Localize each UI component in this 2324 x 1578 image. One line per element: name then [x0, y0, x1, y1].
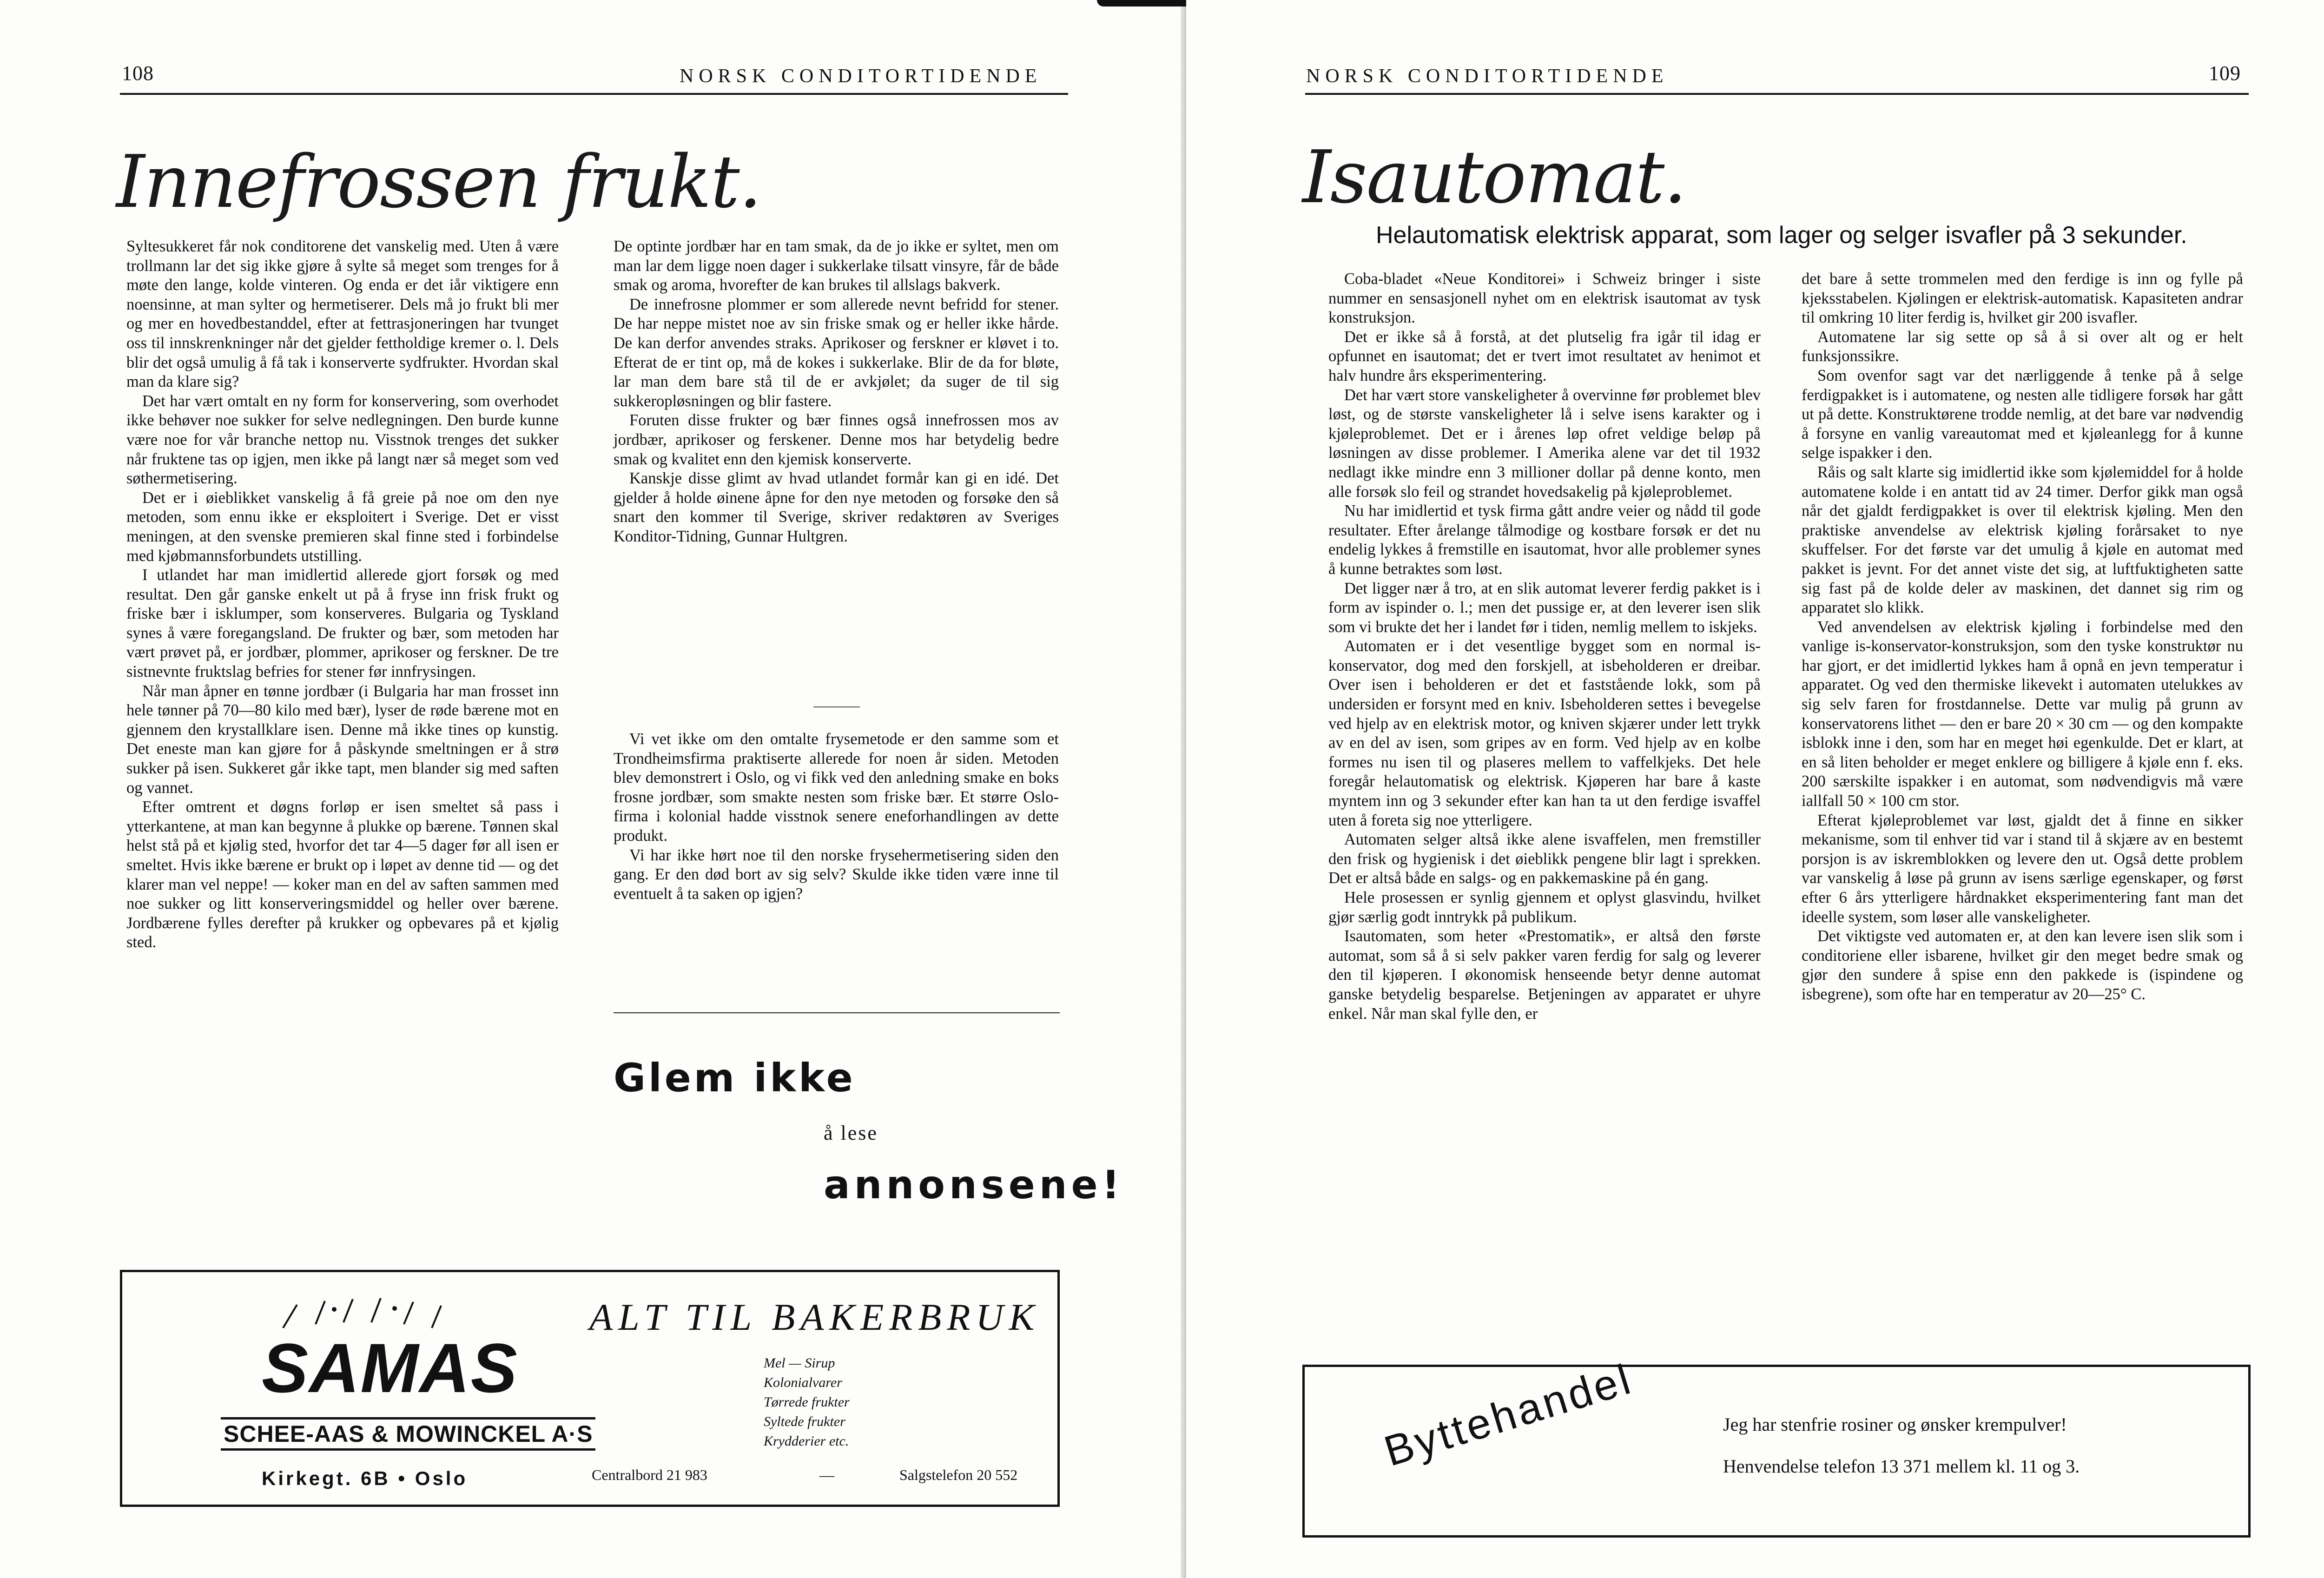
paragraph: Efter omtrent et døgns forløp er isen smeltet så pass i ytterkantene, at man kan begynne å plukke op bærene. Tønnen skal helst stå på et kjølig sted, hvorfor det tar 4—5 dager før all isen er smeltet. Hvis ikke bærene er brukt op i løpet av denne tid — og det klarer man vel neppe! — koker man en del av saften sammen med noe sukker og litt konserveringsmiddel og heller over bærene. Jordbærene fylles derefter på krukker og opbevares på et kjølig sted.	[126, 798, 559, 951]
paragraph: Det er i øieblikket vanskelig å få greie på noe om den nye metoden, som ennu ikke er eksploitert i Sverige. Det er visst meningen, at den svenske premieren skal finne sted i forbindelse med kjøbmannsforbundets utstilling.	[126, 489, 559, 565]
paragraph: Når man åpner en tønne jordbær (i Bulgaria har man frosset inn hele tønner på 70—80 kilo med bær), lyser de røde bærene mot en gjennem den krystallklare isen. Denne må ikke tines op kunstig. Det eneste man kan gjøre for å påskynde smeltningen er å strø sukker på isen. Sukkeret går ikke tapt, men blander sig med saften og vannet.	[126, 682, 559, 797]
phone-central: Centralbord 21 983	[592, 1466, 707, 1483]
paragraph: Automaten er i det vesentlige bygget som en normal is-konservator, dog med den forskjell, at isbeholderen er dreibar. Over isen i beholderen er det et faststående lokk, som på undersiden er forsynt med en kniv. Isbeholderen settes i bevegelse ved hjelp av en elektrisk motor, og kniven skjærer under lett trykk av en del av isen, som gripes av en form. Ved hjelp av en kolbe formes nu isen til og plaseres mellem to vaffelkjeks. Det hele foregår helautomatisk og elektrisk. Kjøperen har bare å kaste myntem inn og 3 sekunder efter kan han ta ut den ferdige isvaffel uten å foreta sig noe ytterligere.	[1328, 637, 1761, 829]
paragraph: Det ligger nær å tro, at en slik automat leverer ferdig pakket is i form av ispinder o. l.; men det pussige er, at den leverer isen slik som vi brukte det her i landet før i tiden, nemlig mellem to iskjeks.	[1328, 579, 1761, 636]
article-subtitle: Helautomatisk elektrisk apparat, som lager og selger isvafler på 3 sekunder.	[1376, 222, 2187, 249]
paragraph: Det er ikke så å forstå, at det plutselig fra igår til idag er opfunnet en isautomat; det er tvert imot resultatet av henimot et halv hundre års eksperimentering.	[1328, 328, 1761, 384]
running-header: NORSK CONDITORTIDENDE	[1306, 66, 1669, 87]
editor-note	[614, 730, 1059, 904]
ad-line-1: Glem ikke	[614, 1055, 856, 1101]
firm-name: SCHEE-AAS & MOWINCKEL A·S	[221, 1417, 595, 1451]
ad-line-2: å lese	[824, 1122, 878, 1144]
product-item: Syltede frukter	[764, 1414, 845, 1429]
section-separator	[813, 706, 860, 707]
article-title: Innefrossen frukt.	[116, 139, 761, 224]
ad-headline: ALT TIL BAKERBRUK	[589, 1296, 1040, 1338]
paragraph: Råis og salt klarte sig imidlertid ikke som kjølemiddel for å holde automatene kolde i en antatt tid av 24 timer. Derfor gikk man også når det gjaldt ferdigpakket is over til elektrisk kjøling. Men den praktiske anvendelse av elektrisk kjøling forårsaket to nye skuffelser. For det første var det umulig å kjøle en automat med pakket is jevnt. For det annet viste det sig, at luftfuktigheten satte sig fast på de kolde deler av maskinen, det dannet sig rim og apparatet slo klikk.	[1802, 463, 2243, 617]
product-item: Tørrede frukter	[764, 1394, 850, 1410]
paragraph: Isautomaten, som heter «Prestomatik», er altså den første automat, som så å si selv pakker varen ferdig for salg og leverer den til kjøperen. I økonomisk henseende betyr denne automat ganske betydelig besparelse. Betjeningen av apparatet er uhyre enkel. Når man skal fylle den, er	[1328, 927, 1761, 1023]
paragraph: Automaten selger altså ikke alene isvaffelen, men fremstiller den frisk og hygienisk i det øieblikk pengene blir lagt i sprekken. Det er altså både en salgs- og en pakkemaskine på én gang.	[1328, 831, 1761, 887]
ad-byttehandel	[1302, 1355, 2251, 1538]
paragraph: Nu har imidlertid et tysk firma gått andre veier og nådd til gode resultater. Efter årelange tålmodige og kostbare forsøk er det nu endelig lykkes å fremstille en isautomat, hvor alle problemer synes å kunne betraktes som løst.	[1328, 502, 1761, 578]
paragraph: Automatene lar sig sette op så å si over alt og er helt funksjonssikre.	[1802, 328, 2243, 365]
paragraph: det bare å sette trommelen med den ferdige is inn og fylle på kjeksstabelen. Kjølingen er elektrisk-automatisk. Kapasiteten andrar til omkring 10 liter ferdig is, hvilket gir 200 isvafler.	[1802, 270, 2243, 327]
paragraph: Kanskje disse glimt av hvad utlandet formår kan gi en idé. Det gjelder å holde øinene åpne for den nye metoden og forsøke den så snart den kommer til Sverige, skriver redaktøren av Sveriges Konditor-Tidning, Gunnar Hultgren.	[614, 469, 1059, 545]
ad-line-3: annonsene!	[824, 1162, 1124, 1208]
phone-sales: Salgstelefon 20 552	[899, 1466, 1018, 1483]
paragraph: Foruten disse frukter og bær finnes også innefrossen mos av jordbær, aprikoser og ferskener. Denne mos har betydelig bedre smak og kvalitet enn den kjemisk konserverte.	[614, 411, 1059, 468]
firm-address: Kirkegt. 6B • Oslo	[262, 1467, 468, 1489]
header-rule	[120, 93, 1068, 95]
page-number: 108	[122, 62, 154, 85]
page-number: 109	[2209, 62, 2241, 85]
paragraph: Vi har ikke hørt noe til den norske frysehermetisering siden den gang. Er den død bort av sig selv? Skulde ikke tiden være inne til eventuelt å ta saken op igjen?	[614, 846, 1059, 903]
product-list	[764, 1354, 850, 1451]
header-rule	[1305, 93, 2249, 95]
logo-flourish	[264, 1295, 460, 1333]
paragraph: De optinte jordbær har en tam smak, da de jo ikke er syltet, men om man lar dem ligge noen dager i sukkerlake tilsatt vinsyre, får de både smak og aroma, hvorefter de kan brukes til allslags bakverk.	[614, 238, 1059, 294]
paragraph: Det har vært store vanskeligheter å overvinne før problemet blev løst, og de største vanskeligheter lå i selve isens karakter og i kjøleproblemet. Det er i årenes løp ofret veldige beløp på løsningen av disse problemer. I Amerika alene var det til 1932 nedlagt ikke mindre enn 3 millioner dollar på denne konto, men alle forsøk slo feil og strandet hovedsakelig på kjøleproblemet.	[1328, 386, 1761, 501]
ad-line-1: Jeg har stenfrie rosiner og ønsker krempulver!	[1723, 1414, 2067, 1435]
paragraph: Som ovenfor sagt var det nærliggende å tenke på å selge ferdigpakket is i automatene, og nesten alle tidligere forsøk har gått ut på dette. Konstruktørene trodde nemlig, at det bare var nødvendig å forsyne en vanlig vareautomat med et kjøleanlegg for å kunne selge ispakker i den.	[1802, 366, 2243, 462]
paragraph: Det har vært omtalt en ny form for konservering, som overhodet ikke behøver noe sukker for selve nedlegningen. Den burde kunne være noe for vår branche nettop nu. Visstnok trenges det sukker når fruktene tas op igjen, men ikke på langt nær så meget som ved søthermetisering.	[126, 392, 559, 488]
paragraph: Hele prosessen er synlig gjennem et oplyst glasvindu, hvilket gjør særlig godt inntrykk på publikum.	[1328, 889, 1761, 926]
paragraph: Vi vet ikke om den omtalte frysemetode er den samme som et Trondheimsfirma praktiserte allerede for noen år siden. Metoden blev demonstrert i Oslo, og vi fikk ved den anledning smake en boks frosne jordbær, som smakte nesten som friske bær. Et større Oslo-firma i kolonial hadde visstnok senere eneforhandlingen av dette produkt.	[614, 730, 1059, 845]
product-item: Kolonialvarer	[764, 1375, 842, 1390]
article-column-2	[1802, 270, 2243, 1004]
article-title: Isautomat.	[1302, 135, 1686, 219]
paragraph: I utlandet har man imidlertid allerede gjort forsøk og med resultat. Den går ganske enkelt ut på å fryse inn frisk frukt og friske bær i isklumper, som konserveres. Bulgaria og Tyskland synes å være foregangsland. De frukter og bær, som metoden har vært prøvet på, er jordbær, plommer, aprikoser og ferskner. De tre sistnevnte fruktslag befries for stener før innfrysingen.	[126, 566, 559, 681]
product-item: Krydderier etc.	[764, 1433, 849, 1449]
ad-line-2: Henvendelse telefon 13 371 mellem kl. 11 og 3.	[1723, 1456, 2080, 1477]
paragraph: Efterat kjøleproblemet var løst, gjaldt det å finne en sikker mekanisme, som til enhver tid var i stand til å skjære av en bestemt porsjon is av iskremblokken og levere den ut. Også dette problem var vanskelig å løse på grunn av isens særlige egenskaper, og først efter 6 års ytterligere hårdnakket eksperimentering fant man det ideelle system, som løser alle vanskeligheter.	[1802, 811, 2243, 926]
running-header: NORSK CONDITORTIDENDE	[680, 66, 1042, 87]
ad-title: Byttehandel	[1379, 1355, 1638, 1476]
article-column-1	[1328, 270, 1761, 1023]
article-column-2	[614, 237, 1059, 547]
paragraph: Ved anvendelsen av elektrisk kjøling i forbindelse med den vanlige is-konservator-konstruksjon, som den tyske konstruktør nu har gjort, er det imidlertid lykkes ham å opnå en jevn temperatur i apparatet. Og ved den thermiske likevekt i automaten utelukkes av sig selv faren for frostdannelse. Dette var mulig på grunn av konservatorens lithet — den er bare 20 × 30 cm — og den kompakte isblokk inne i den, som har en meget høi egenkulde. Det er klart, at en så liten beholder er meget enklere og billigere å kjøle enn f. eks. 200 særskilte ispakker i en automat, som nødvendigvis må være iallfall 50 × 100 cm stor.	[1802, 618, 2243, 810]
samas-logo: SAMAS	[262, 1329, 518, 1407]
paragraph: Syltesukkeret får nok conditorene det vanskelig med. Uten å være trollmann lar det sig ikke gjøre å sylte så meget som trenges for å møte den lange, kolde vinteren. Og enda er det iår viktigere enn noensinne, at man sylter og hermetiserer. Dels må jo frukt bli mer og mer en hovedbestanddel, efter at fettrasjoneringen har tvunget oss til innskrenkninger når det gjelder fettholdige kremer o. l. Dels blir det også umulig å få tak i konserverte sydfrukter. Hvordan skal man da klare sig?	[126, 238, 559, 391]
article-column-1	[126, 237, 559, 952]
product-item: Mel — Sirup	[764, 1355, 835, 1371]
right-page	[1186, 0, 2324, 1578]
phone-dash: —	[819, 1466, 834, 1483]
ad-separator	[614, 1012, 1060, 1013]
paragraph: Coba-bladet «Neue Konditorei» i Schweiz bringer i siste nummer en sensasjonell nyhet om en elektrisk isautomat av tysk konstruksjon.	[1328, 270, 1761, 327]
ad-samas	[120, 1270, 1060, 1507]
paragraph: De innefrosne plommer er som allerede nevnt befridd for stener. De har neppe mistet noe av sin friske smak og er heller ikke hårde. De kan derfor anvendes straks. Aprikoser og ferskner er kløvet i to. Efterat de er tint op, må de kokes i sukkerlake. Blir de da for bløte, lar man dem bare stå til de er avkjølet; da suger de til sig sukkeropløsningen og blir fastere.	[614, 295, 1059, 410]
paragraph: Det viktigste ved automaten er, at den kan levere isen slik som i conditoriene eller isbarene, hvilket gir den meget bedre smak og gjør den sundere å spise enn den pakkede is (ispindene og isbegrene), som ofte har en temperatur av 20—25° C.	[1802, 927, 2243, 1003]
